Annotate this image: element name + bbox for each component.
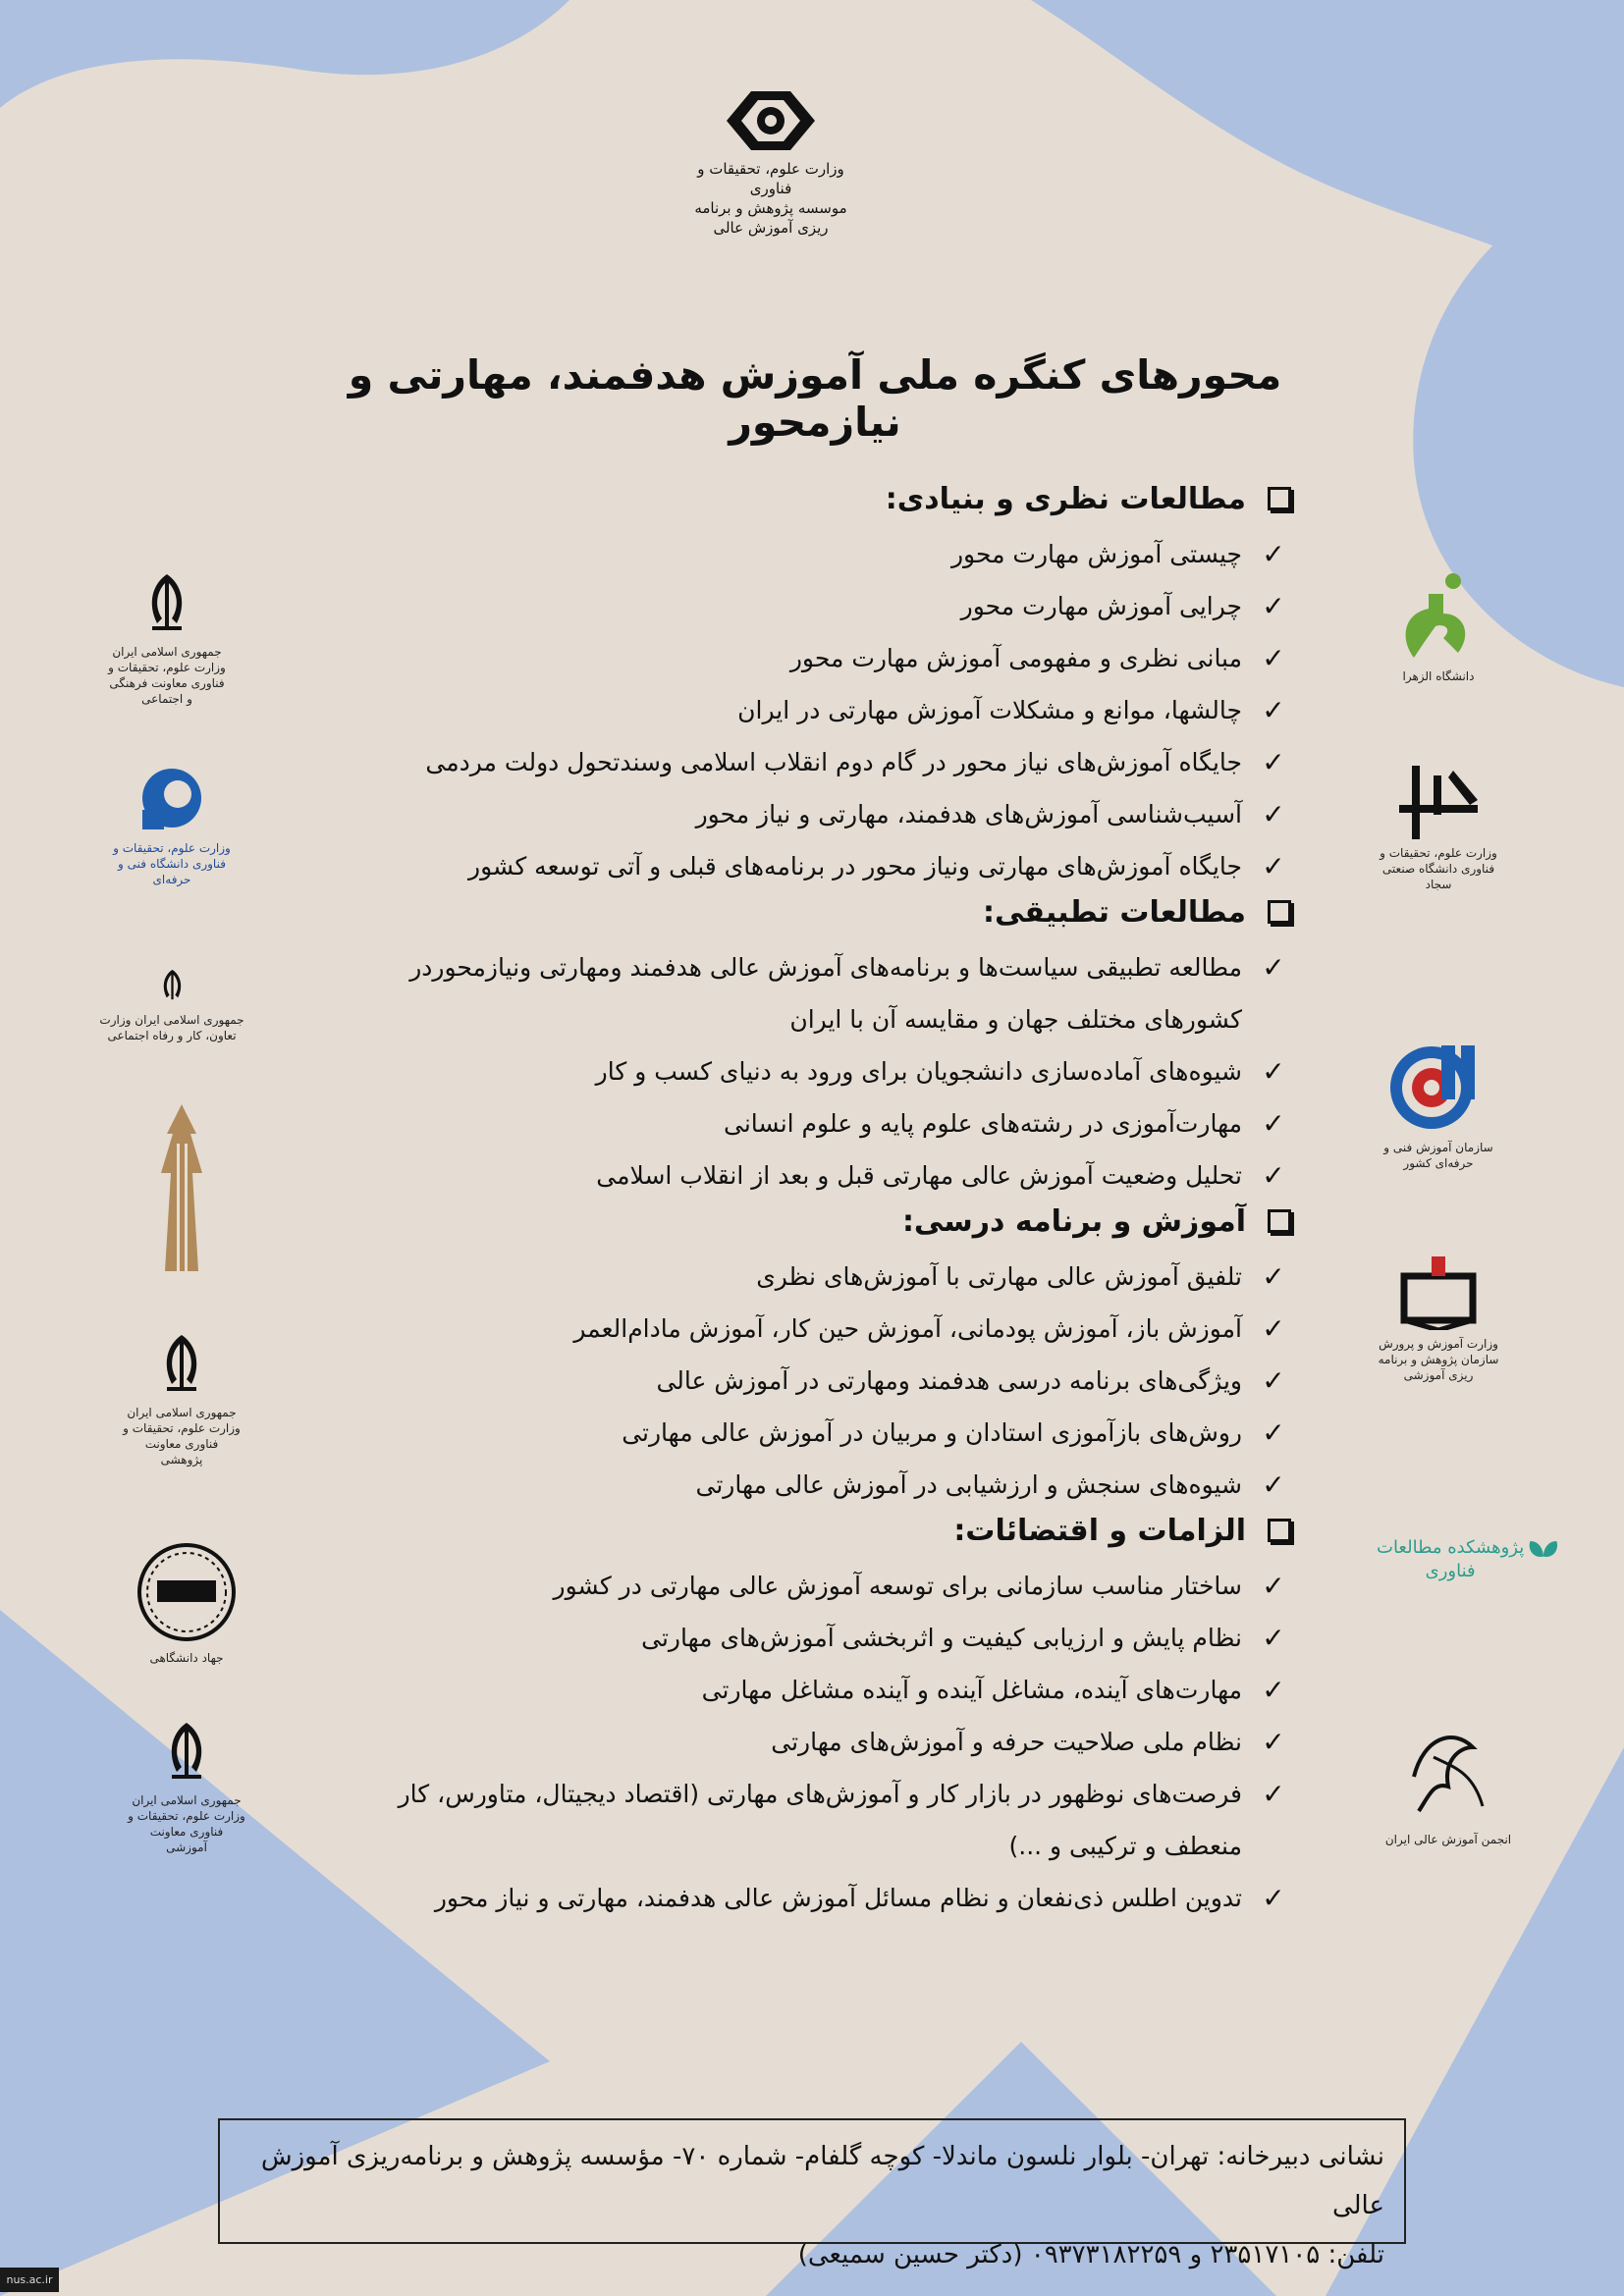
check-icon: ✓ (1262, 1468, 1285, 1501)
check-icon: ✓ (1262, 1726, 1285, 1758)
section-title: مطالعات تطبیقی: (982, 894, 1246, 930)
section-heading (339, 479, 1291, 518)
check-icon: ✓ (1262, 1416, 1285, 1449)
logo-alzahra: دانشگاه الزهرا (1365, 569, 1512, 684)
logo-tech-research: پژوهشکده مطالعات فناوری (1375, 1531, 1561, 1585)
tvto-logo-icon (1382, 1041, 1495, 1134)
list-item: ✓ جایگاه آموزش‌های مهارتی ونیاز محور در برنامه‌های قبلی و آتی توسعه کشور (339, 840, 1291, 892)
list-item: ✓ فرصت‌های نوظهور در بازار کار و آموزش‌های مهارتی (اقتصاد دیجیتال، متاورس، کار منعطف و ترکیبی و ...) (339, 1768, 1291, 1872)
square-bullet-icon (1268, 1519, 1291, 1542)
list-item: ✓ مهارت‌آموزی در رشته‌های علوم پایه و علوم انسانی (339, 1097, 1291, 1149)
sajad-logo-icon (1384, 756, 1492, 839)
secretariat-address (218, 2118, 1406, 2269)
check-icon: ✓ (1262, 694, 1285, 726)
iran-emblem-icon (133, 569, 201, 638)
check-icon: ✓ (1262, 1055, 1285, 1088)
check-icon: ✓ (1262, 798, 1285, 830)
ministry-line1: وزارت علوم، تحقیقات و فناوری (697, 160, 844, 197)
section-theoretical (339, 479, 1291, 892)
list-item: ✓ تلفیق آموزش عالی مهارتی با آموزش‌های نظری (339, 1251, 1291, 1303)
check-icon: ✓ (1262, 1312, 1285, 1345)
list-item: ✓ آسیب‌شناسی آموزش‌های هدفمند، مهارتی و نیاز محور (339, 788, 1291, 840)
logo-sajad: وزارت علوم، تحقیقات و فناوری دانشگاه صنعتی سجاد (1370, 756, 1507, 892)
iran-emblem-icon (150, 967, 194, 1006)
section-title: الزامات و اقتضائات: (953, 1513, 1246, 1548)
phone-line: تلفن: ۲۳۵۱۷۱۰۵ و ۰۹۳۷۳۱۸۲۲۵۹ (دکتر حسین سمیعی) (797, 2240, 1384, 2269)
check-icon: ✓ (1262, 642, 1285, 674)
list-item: ✓ تحلیل وضعیت آموزش عالی مهارتی قبل و بعد از انقلاب اسلامی (339, 1149, 1291, 1201)
list-item: ✓ چالشها، موانع و مشکلات آموزش مهارتی در ایران (339, 684, 1291, 736)
section-comparative (339, 892, 1291, 1201)
square-bullet-icon (1268, 487, 1291, 510)
list-item: ✓ ساختار مناسب سازمانی برای توسعه آموزش عالی مهارتی در کشور (339, 1560, 1291, 1612)
check-icon: ✓ (1262, 746, 1285, 778)
section-heading (339, 1511, 1291, 1550)
check-icon: ✓ (1262, 538, 1285, 570)
list-item: ✓ روش‌های بازآموزی استادان و مربیان در آموزش عالی مهارتی (339, 1407, 1291, 1459)
list-item: ✓ چرایی آموزش مهارت محور (339, 580, 1291, 632)
check-icon: ✓ (1262, 1882, 1285, 1914)
jahad-seal-icon (135, 1541, 239, 1644)
leaf-logo-icon (1526, 1531, 1561, 1585)
check-icon: ✓ (1262, 590, 1285, 622)
list-item: ✓ چیستی آموزش مهارت محور (339, 528, 1291, 580)
check-icon: ✓ (1262, 1674, 1285, 1706)
logo-research-deputy: جمهوری اسلامی ایران وزارت علوم، تحقیقات و فناوری معاونت پژوهشی (123, 1330, 241, 1468)
watermark: nus.ac.ir (0, 2268, 59, 2292)
section-title: آموزش و برنامه درسی: (901, 1203, 1246, 1239)
list-item: ✓ جایگاه آموزش‌های نیاز محور در گام دوم انقلاب اسلامی وسندتحول دولت مردمی (339, 736, 1291, 788)
tower-logo-icon (147, 1104, 216, 1281)
section-heading (339, 892, 1291, 932)
tvu-logo-icon (133, 761, 211, 834)
alzahra-logo-icon (1394, 569, 1483, 663)
list-item: ✓ مطالعه تطبیقی سیاست‌ها و برنامه‌های آموزش عالی هدفمند ومهارتی ونیازمحوردر کشورهای مختلف جهان و مقایسه آن با ایران (339, 941, 1291, 1045)
iran-emblem-icon (152, 1718, 221, 1787)
logo-jahad: جهاد دانشگاهی (133, 1541, 241, 1666)
address-line: نشانی دبیرخانه: تهران- بلوار نلسون ماندلا- کوچه گلفام- شماره ۷۰- مؤسسه پژوهش و برنامه‌ریزی آموزش عالی (260, 2142, 1384, 2220)
iran-emblem-icon (147, 1330, 216, 1399)
logo-higher-ed-association: انجمن آموزش عالی ایران (1375, 1718, 1522, 1847)
list-item: ✓ تدوین اطلس ذی‌نفعان و نظام مسائل آموزش عالی هدفمند، مهارتی و نیاز محور (339, 1872, 1291, 1924)
section-heading (339, 1201, 1291, 1241)
section-requirements (339, 1511, 1291, 1924)
logo-cultural-deputy: جمهوری اسلامی ایران وزارت علوم، تحقیقات و فناوری معاونت فرهنگی و اجتماعی (108, 569, 226, 707)
check-icon: ✓ (1262, 850, 1285, 882)
book-emblem-icon (1394, 1252, 1483, 1330)
check-icon: ✓ (1262, 1778, 1285, 1810)
check-icon: ✓ (1262, 1159, 1285, 1192)
logo-education-ministry: وزارت آموزش و پرورش سازمان پژوهش و برنامه ریزی آموزشی (1365, 1252, 1512, 1383)
ministry-emblem-icon (717, 86, 825, 155)
check-icon: ✓ (1262, 1260, 1285, 1293)
header-logo (677, 86, 864, 238)
square-bullet-icon (1268, 900, 1291, 924)
square-bullet-icon (1268, 1209, 1291, 1233)
list-item: ✓ ویژگی‌های برنامه درسی هدفمند ومهارتی در آموزش عالی (339, 1355, 1291, 1407)
ministry-line2: موسسه پژوهش و برنامه ریزی آموزش عالی (694, 199, 847, 237)
list-item: ✓ مبانی نظری و مفهومی آموزش مهارت محور (339, 632, 1291, 684)
list-item: ✓ شیوه‌های آماده‌سازی دانشجویان برای ورود به دنیای کسب و کار (339, 1045, 1291, 1097)
logo-tvu: وزارت علوم، تحقیقات و فناوری دانشگاه فنی و حرفه‌ای (108, 761, 236, 887)
section-title: مطالعات نظری و بنیادی: (885, 481, 1246, 516)
calligraphy-seal-icon (1404, 1718, 1492, 1826)
list-item: ✓ نظام ملی صلاحیت حرفه و آموزش‌های مهارتی (339, 1716, 1291, 1768)
check-icon: ✓ (1262, 1622, 1285, 1654)
list-item: ✓ مهارت‌های آینده، مشاغل آینده و آینده مشاغل مهارتی (339, 1664, 1291, 1716)
logo-copper-tower (142, 1104, 221, 1287)
check-icon: ✓ (1262, 951, 1285, 984)
logo-tvto: سازمان آموزش فنی و حرفه‌ای کشور (1370, 1041, 1507, 1171)
check-icon: ✓ (1262, 1107, 1285, 1140)
logo-education-deputy: جمهوری اسلامی ایران وزارت علوم، تحقیقات و فناوری معاونت آموزشی (128, 1718, 245, 1855)
check-icon: ✓ (1262, 1570, 1285, 1602)
section-curriculum (339, 1201, 1291, 1511)
check-icon: ✓ (1262, 1364, 1285, 1397)
congress-axes (339, 479, 1291, 1924)
page-title: محورهای کنگره ملی آموزش هدفمند، مهارتی و نیازمحور (348, 351, 1282, 446)
list-item: ✓ شیوه‌های سنجش و ارزشیابی در آموزش عالی مهارتی (339, 1459, 1291, 1511)
list-item: ✓ نظام پایش و ارزیابی کیفیت و اثربخشی آموزش‌های مهارتی (339, 1612, 1291, 1664)
logo-labor-ministry: جمهوری اسلامی ایران وزارت تعاون، کار و رفاه اجتماعی (98, 967, 245, 1043)
list-item: ✓ آموزش باز، آموزش پودمانی، آموزش حین کار، آموزش مادام‌العمر (339, 1303, 1291, 1355)
